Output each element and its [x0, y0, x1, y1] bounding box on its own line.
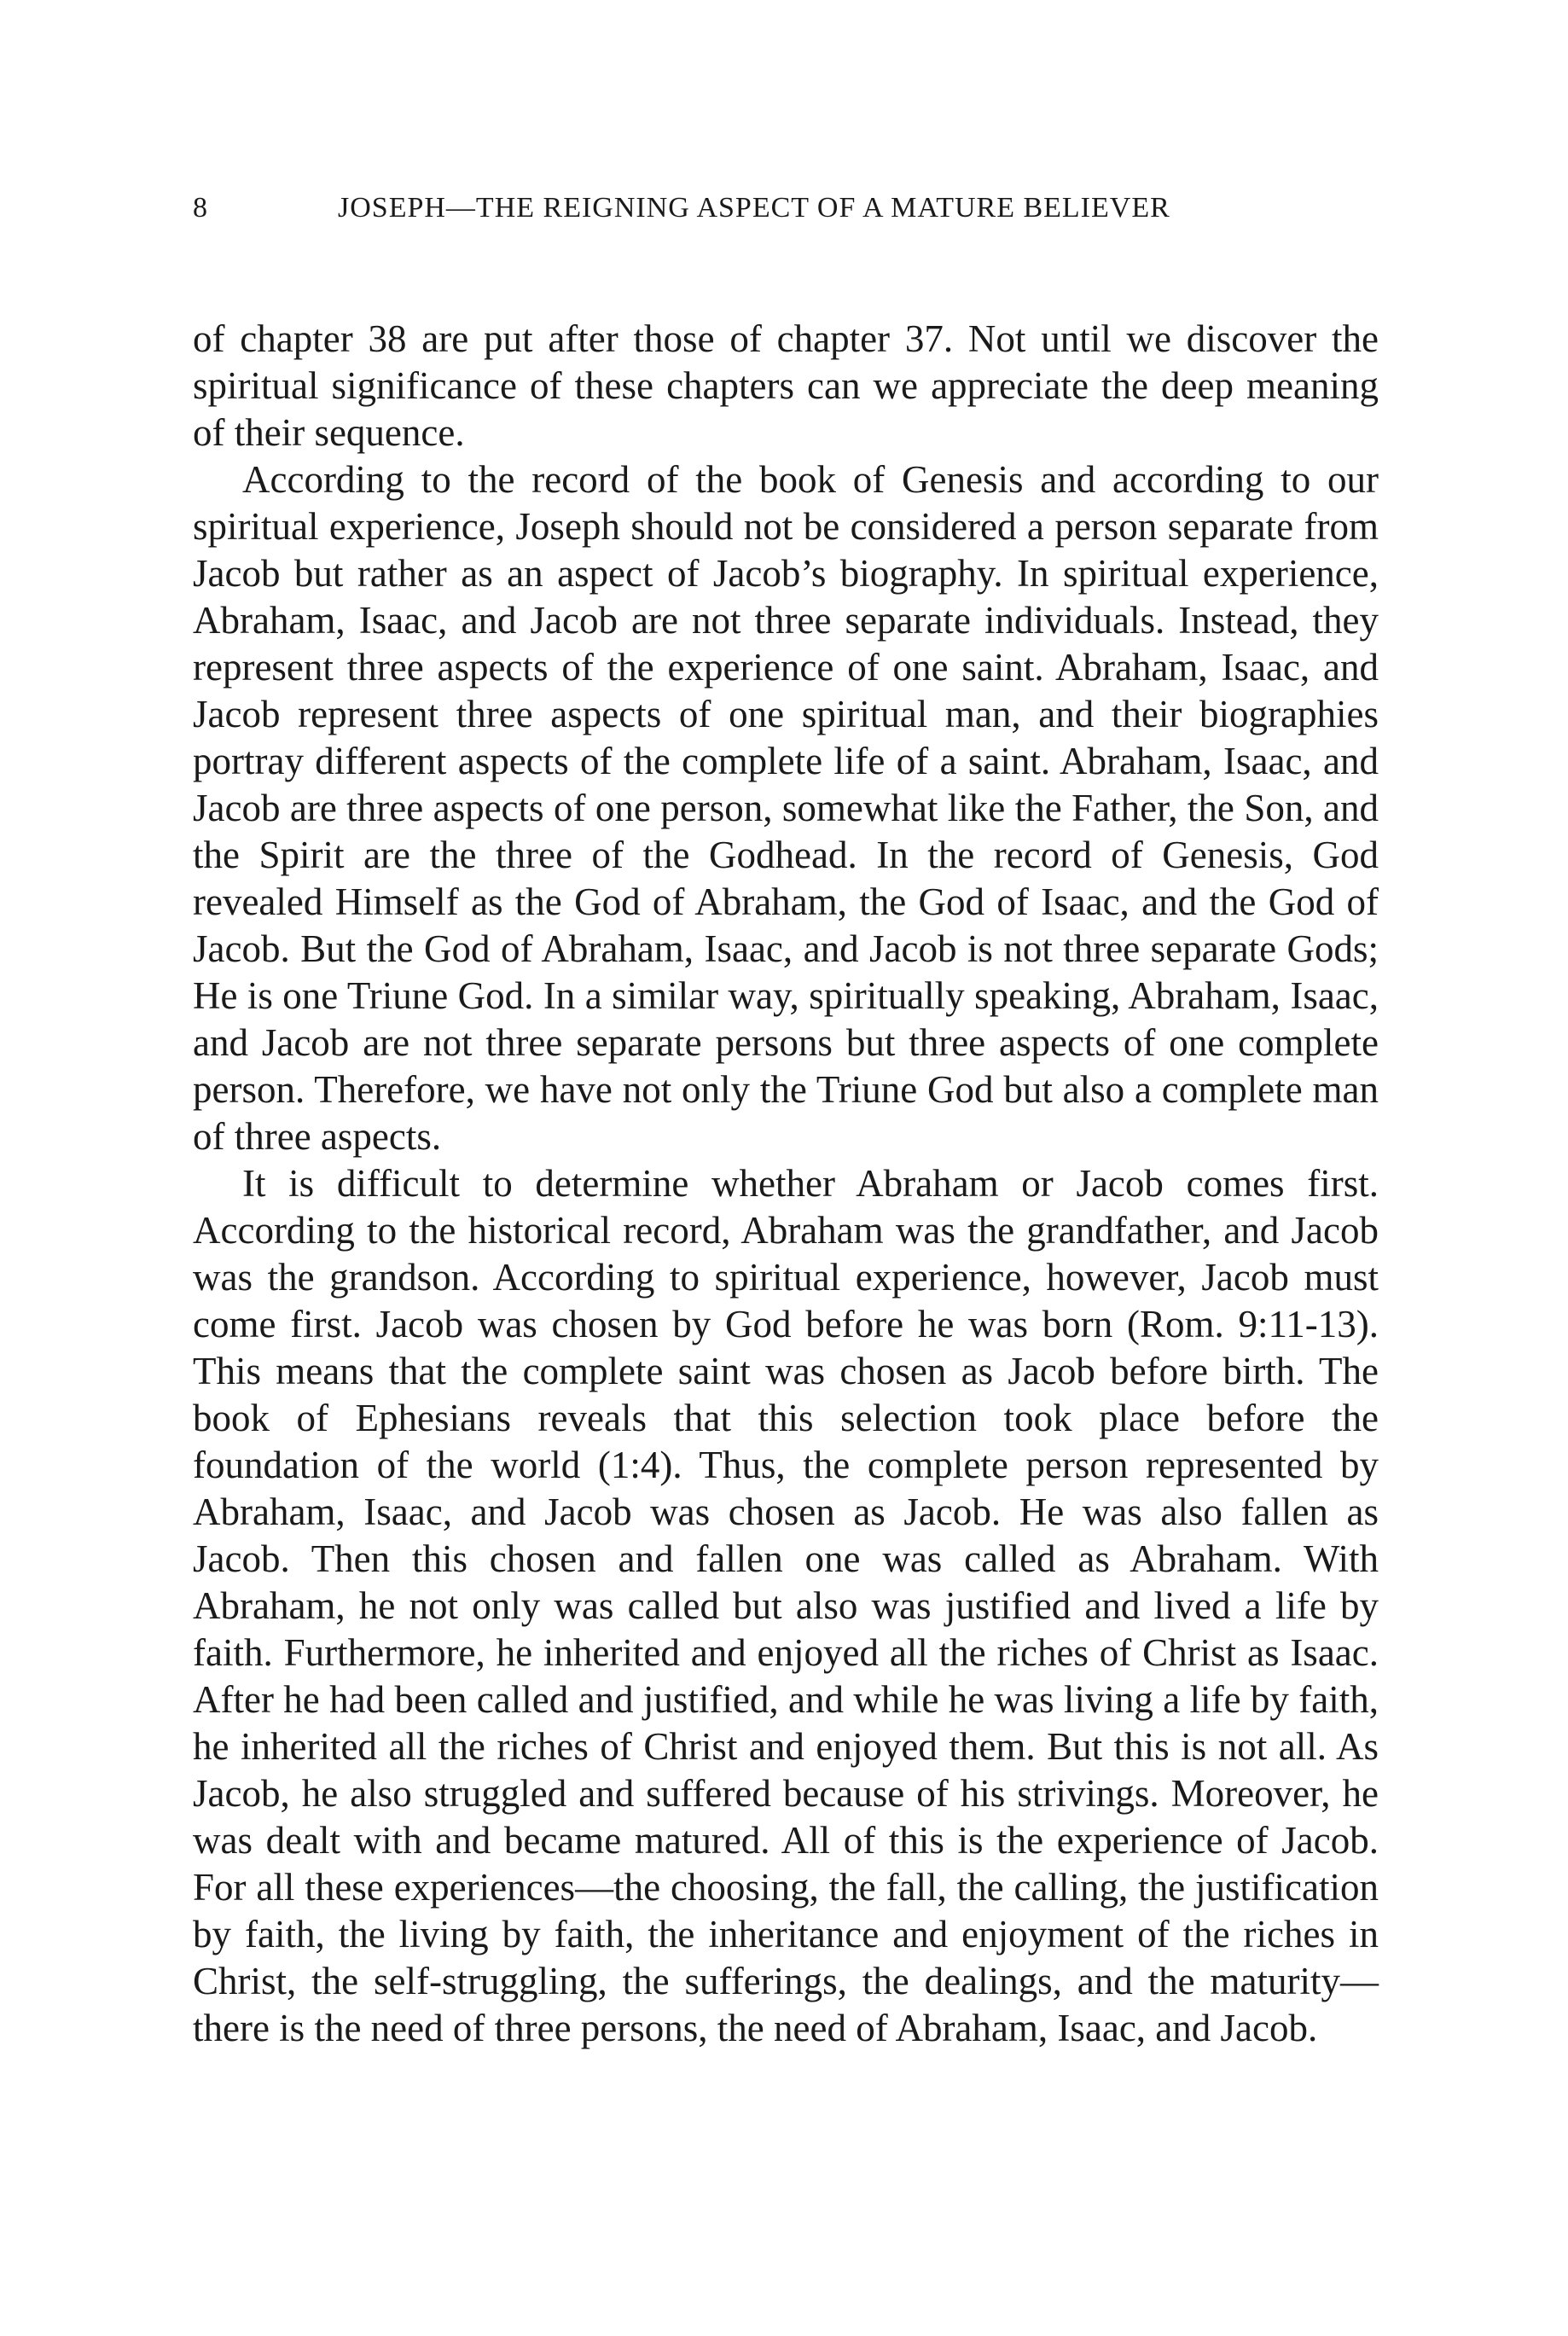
paragraph-aspects: According to the record of the book of Genesis and according to our spiritual experience, Joseph should not be considered a person separate from Jacob but rather as an aspect of Jacob’s biography. In spiritual experience, Abraham, Isaac, and Jacob are not three separate individuals. Instead, they represent three aspects of the experience of one saint. Abraham, Isaac, and Jacob represent three aspects of one spiritual man, and their biographies portray different aspects of the complete life of a saint. Abraham, Isaac, and Jacob are three aspects of one person, somewhat like the Father, the Son, and the Spirit are the three of the Godhead. In the record of Genesis, God revealed Himself as the God of Abraham, the God of Isaac, and the God of Jacob. But the God of Abraham, Isaac, and Jacob is not three separate Gods; He is one Triune God. In a similar way, spiritually speaking, Abraham, Isaac, and Jacob are not three separate persons but three aspects of one complete person. Therefore, we have not only the Triune God but also a complete man of three aspects. [193, 458, 1379, 1158]
paragraph-order: It is difficult to determine whether Abraham or Jacob comes first. According to the historical record, Abraham was the grandfather, and Jacob was the grandson. According to spiritual experience, however, Jacob must come first. Jacob was chosen by God before he was born (Rom. 9:11-13). This means that the complete saint was chosen as Jacob before birth. The book of Ephesians reveals that this selection took place before the foundation of the world (1:4). Thus, the complete person represented by Abraham, Isaac, and Jacob was chosen as Jacob. He was also fallen as Jacob. Then this chosen and fallen one was called as Abraham. With Abraham, he not only was called but also was justified and lived a life by faith. Furthermore, he inherited and enjoyed all the riches of Christ as Isaac. After he had been called and justified, and while he was living a life by faith, he inherited all the riches of Christ and enjoyed them. But this is not all. As Jacob, he also struggled and suffered because of his strivings. Moreover, he was dealt with and became matured. All of this is the experience of Jacob. For all these experiences—the choosing, the fall, the calling, the justification by faith, the living by faith, the inheritance and enjoyment of the riches in Christ, the self-struggling, the sufferings, the dealings, and the maturity—there is the need of three persons, the need of Abraham, Isaac, and Jacob. [193, 1162, 1379, 2049]
paragraph-continuation: of chapter 38 are put after those of chapter 37. Not until we discover the spiritual significance of these chapters can we appreciate the deep meaning of their sequence. [193, 317, 1379, 454]
body-text [193, 316, 1379, 2052]
running-title: JOSEPH—THE REIGNING ASPECT OF A MATURE BELIEVER [338, 192, 1170, 224]
running-head [193, 189, 1387, 227]
page-number: 8 [193, 192, 208, 224]
